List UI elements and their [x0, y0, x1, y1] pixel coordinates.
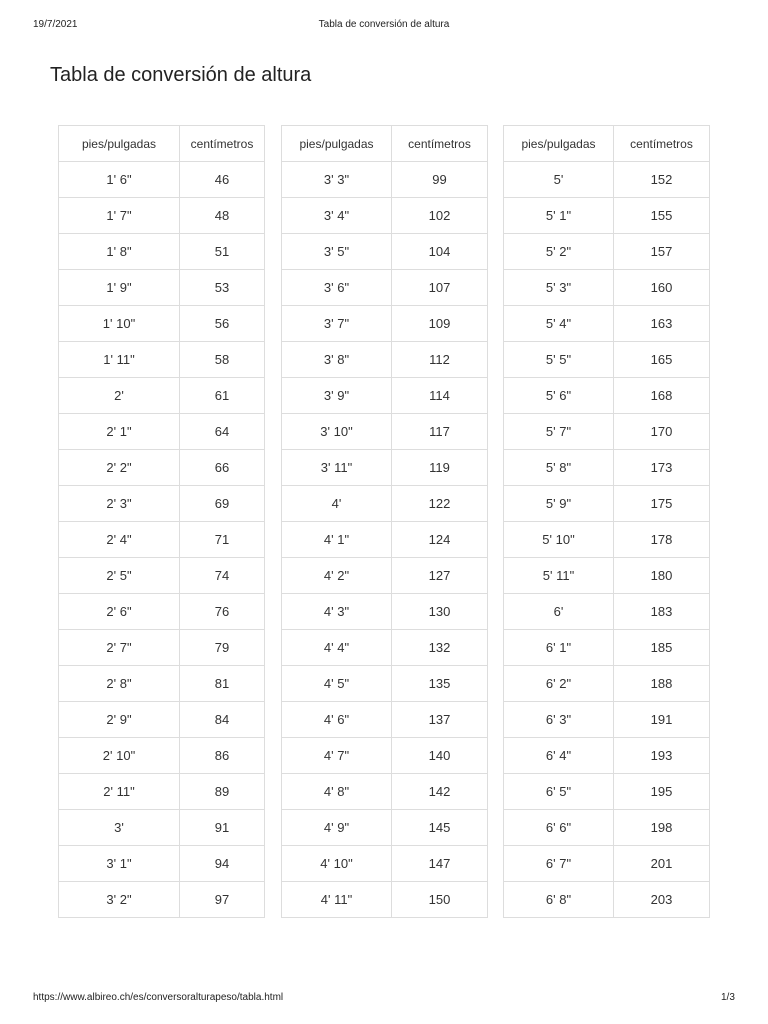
- centimeters-cell: 99: [392, 162, 488, 198]
- table-row: [504, 846, 710, 882]
- table-row: [504, 666, 710, 702]
- centimeters-cell: 76: [180, 594, 265, 630]
- centimeters-cell: 201: [614, 846, 710, 882]
- page-title: Tabla de conversión de altura: [50, 64, 312, 86]
- table-row: [282, 738, 488, 774]
- feet-inches-cell: 4' 6": [282, 702, 392, 738]
- centimeters-cell: 86: [180, 738, 265, 774]
- table-header-row: [504, 126, 710, 162]
- feet-inches-cell: 3' 8": [282, 342, 392, 378]
- feet-inches-cell: 3' 3": [282, 162, 392, 198]
- centimeters-cell: 117: [392, 414, 488, 450]
- table-row: [59, 486, 265, 522]
- centimeters-cell: 185: [614, 630, 710, 666]
- centimeters-cell: 132: [392, 630, 488, 666]
- centimeters-cell: 163: [614, 306, 710, 342]
- centimeters-cell: 79: [180, 630, 265, 666]
- feet-inches-cell: 5' 10": [504, 522, 614, 558]
- feet-inches-cell: 5' 2": [504, 234, 614, 270]
- feet-inches-cell: 2': [59, 378, 180, 414]
- centimeters-cell: 119: [392, 450, 488, 486]
- feet-inches-cell: 2' 5": [59, 558, 180, 594]
- table-row: [282, 810, 488, 846]
- table-row: [504, 630, 710, 666]
- table-row: [59, 882, 265, 918]
- table-row: [504, 882, 710, 918]
- centimeters-cell: 157: [614, 234, 710, 270]
- centimeters-cell: 130: [392, 594, 488, 630]
- table-row: [282, 450, 488, 486]
- feet-inches-cell: 2' 2": [59, 450, 180, 486]
- table-row: [282, 630, 488, 666]
- feet-inches-cell: 1' 7": [59, 198, 180, 234]
- source-url: https://www.albireo.ch/es/conversoralturapeso/tabla.html: [33, 992, 284, 1003]
- centimeters-cell: 74: [180, 558, 265, 594]
- feet-inches-cell: 4' 7": [282, 738, 392, 774]
- feet-inches-cell: 2' 8": [59, 666, 180, 702]
- column-header-cm: centímetros: [180, 126, 265, 162]
- print-doc-title: Tabla de conversión de altura: [318, 19, 450, 30]
- centimeters-cell: 48: [180, 198, 265, 234]
- print-date: 19/7/2021: [33, 19, 78, 30]
- table-row: [282, 666, 488, 702]
- centimeters-cell: 71: [180, 522, 265, 558]
- centimeters-cell: 46: [180, 162, 265, 198]
- centimeters-cell: 178: [614, 522, 710, 558]
- table-row: [59, 846, 265, 882]
- feet-inches-cell: 5' 8": [504, 450, 614, 486]
- table-header-row: [282, 126, 488, 162]
- feet-inches-cell: 4' 4": [282, 630, 392, 666]
- table-row: [282, 774, 488, 810]
- centimeters-cell: 69: [180, 486, 265, 522]
- table-row: [59, 270, 265, 306]
- feet-inches-cell: 4' 1": [282, 522, 392, 558]
- table-row: [504, 414, 710, 450]
- feet-inches-cell: 3' 2": [59, 882, 180, 918]
- feet-inches-cell: 3': [59, 810, 180, 846]
- centimeters-cell: 195: [614, 774, 710, 810]
- centimeters-cell: 112: [392, 342, 488, 378]
- table-row: [282, 702, 488, 738]
- table-row: [59, 522, 265, 558]
- feet-inches-cell: 3' 1": [59, 846, 180, 882]
- conversion-table-3: [503, 125, 710, 918]
- page-number: 1/3: [721, 992, 735, 1003]
- table-row: [504, 738, 710, 774]
- centimeters-cell: 64: [180, 414, 265, 450]
- table-row: [59, 630, 265, 666]
- table-row: [282, 414, 488, 450]
- feet-inches-cell: 5': [504, 162, 614, 198]
- table-row: [282, 594, 488, 630]
- table-row: [282, 234, 488, 270]
- centimeters-cell: 102: [392, 198, 488, 234]
- centimeters-cell: 165: [614, 342, 710, 378]
- feet-inches-cell: 6' 1": [504, 630, 614, 666]
- feet-inches-cell: 6': [504, 594, 614, 630]
- feet-inches-cell: 2' 6": [59, 594, 180, 630]
- centimeters-cell: 145: [392, 810, 488, 846]
- centimeters-cell: 155: [614, 198, 710, 234]
- feet-inches-cell: 2' 1": [59, 414, 180, 450]
- feet-inches-cell: 3' 10": [282, 414, 392, 450]
- centimeters-cell: 84: [180, 702, 265, 738]
- centimeters-cell: 127: [392, 558, 488, 594]
- centimeters-cell: 142: [392, 774, 488, 810]
- feet-inches-cell: 5' 5": [504, 342, 614, 378]
- centimeters-cell: 188: [614, 666, 710, 702]
- centimeters-cell: 94: [180, 846, 265, 882]
- centimeters-cell: 124: [392, 522, 488, 558]
- feet-inches-cell: 3' 9": [282, 378, 392, 414]
- feet-inches-cell: 5' 4": [504, 306, 614, 342]
- feet-inches-cell: 6' 8": [504, 882, 614, 918]
- feet-inches-cell: 4' 8": [282, 774, 392, 810]
- centimeters-cell: 183: [614, 594, 710, 630]
- feet-inches-cell: 6' 6": [504, 810, 614, 846]
- table-row: [504, 378, 710, 414]
- table-row: [504, 594, 710, 630]
- centimeters-cell: 198: [614, 810, 710, 846]
- table-row: [282, 486, 488, 522]
- feet-inches-cell: 4' 5": [282, 666, 392, 702]
- centimeters-cell: 193: [614, 738, 710, 774]
- table-row: [59, 774, 265, 810]
- centimeters-cell: 152: [614, 162, 710, 198]
- feet-inches-cell: 2' 7": [59, 630, 180, 666]
- centimeters-cell: 173: [614, 450, 710, 486]
- centimeters-cell: 160: [614, 270, 710, 306]
- feet-inches-cell: 2' 4": [59, 522, 180, 558]
- feet-inches-cell: 5' 3": [504, 270, 614, 306]
- centimeters-cell: 170: [614, 414, 710, 450]
- centimeters-cell: 175: [614, 486, 710, 522]
- feet-inches-cell: 2' 10": [59, 738, 180, 774]
- table-row: [59, 702, 265, 738]
- feet-inches-cell: 4' 2": [282, 558, 392, 594]
- table-row: [504, 162, 710, 198]
- table-row: [282, 342, 488, 378]
- table-row: [504, 774, 710, 810]
- centimeters-cell: 53: [180, 270, 265, 306]
- feet-inches-cell: 3' 6": [282, 270, 392, 306]
- centimeters-cell: 168: [614, 378, 710, 414]
- table-row: [59, 450, 265, 486]
- table-row: [282, 378, 488, 414]
- table-row: [282, 522, 488, 558]
- table-row: [504, 234, 710, 270]
- feet-inches-cell: 5' 11": [504, 558, 614, 594]
- table-row: [282, 270, 488, 306]
- feet-inches-cell: 3' 5": [282, 234, 392, 270]
- table-header-row: [59, 126, 265, 162]
- feet-inches-cell: 5' 1": [504, 198, 614, 234]
- centimeters-cell: 107: [392, 270, 488, 306]
- centimeters-cell: 89: [180, 774, 265, 810]
- centimeters-cell: 150: [392, 882, 488, 918]
- conversion-table-2: [281, 125, 488, 918]
- conversion-table-1: [58, 125, 265, 918]
- table-row: [282, 306, 488, 342]
- feet-inches-cell: 3' 4": [282, 198, 392, 234]
- centimeters-cell: 81: [180, 666, 265, 702]
- centimeters-cell: 147: [392, 846, 488, 882]
- feet-inches-cell: 4' 9": [282, 810, 392, 846]
- column-header-feet: pies/pulgadas: [504, 126, 614, 162]
- table-row: [59, 342, 265, 378]
- feet-inches-cell: 3' 7": [282, 306, 392, 342]
- centimeters-cell: 140: [392, 738, 488, 774]
- feet-inches-cell: 4' 3": [282, 594, 392, 630]
- feet-inches-cell: 4' 11": [282, 882, 392, 918]
- centimeters-cell: 51: [180, 234, 265, 270]
- table-row: [59, 810, 265, 846]
- feet-inches-cell: 4' 10": [282, 846, 392, 882]
- table-row: [504, 306, 710, 342]
- table-row: [59, 378, 265, 414]
- table-row: [59, 234, 265, 270]
- feet-inches-cell: 4': [282, 486, 392, 522]
- table-row: [504, 522, 710, 558]
- table-row: [282, 846, 488, 882]
- feet-inches-cell: 3' 11": [282, 450, 392, 486]
- table-row: [504, 810, 710, 846]
- feet-inches-cell: 1' 11": [59, 342, 180, 378]
- table-row: [59, 594, 265, 630]
- feet-inches-cell: 5' 9": [504, 486, 614, 522]
- table-row: [59, 666, 265, 702]
- centimeters-cell: 122: [392, 486, 488, 522]
- table-row: [282, 558, 488, 594]
- centimeters-cell: 61: [180, 378, 265, 414]
- column-header-cm: centímetros: [392, 126, 488, 162]
- table-row: [504, 702, 710, 738]
- table-row: [282, 882, 488, 918]
- table-row: [504, 270, 710, 306]
- centimeters-cell: 91: [180, 810, 265, 846]
- table-row: [504, 450, 710, 486]
- feet-inches-cell: 5' 6": [504, 378, 614, 414]
- table-row: [282, 162, 488, 198]
- table-row: [504, 198, 710, 234]
- centimeters-cell: 58: [180, 342, 265, 378]
- table-row: [59, 558, 265, 594]
- centimeters-cell: 203: [614, 882, 710, 918]
- column-header-feet: pies/pulgadas: [59, 126, 180, 162]
- feet-inches-cell: 1' 8": [59, 234, 180, 270]
- feet-inches-cell: 1' 9": [59, 270, 180, 306]
- column-header-feet: pies/pulgadas: [282, 126, 392, 162]
- feet-inches-cell: 2' 11": [59, 774, 180, 810]
- table-row: [59, 738, 265, 774]
- centimeters-cell: 114: [392, 378, 488, 414]
- table-row: [59, 414, 265, 450]
- feet-inches-cell: 1' 10": [59, 306, 180, 342]
- feet-inches-cell: 6' 3": [504, 702, 614, 738]
- centimeters-cell: 104: [392, 234, 488, 270]
- feet-inches-cell: 6' 5": [504, 774, 614, 810]
- feet-inches-cell: 6' 2": [504, 666, 614, 702]
- table-row: [504, 558, 710, 594]
- centimeters-cell: 135: [392, 666, 488, 702]
- centimeters-cell: 66: [180, 450, 265, 486]
- feet-inches-cell: 2' 9": [59, 702, 180, 738]
- table-row: [504, 342, 710, 378]
- centimeters-cell: 137: [392, 702, 488, 738]
- feet-inches-cell: 1' 6": [59, 162, 180, 198]
- table-row: [59, 162, 265, 198]
- table-row: [59, 198, 265, 234]
- centimeters-cell: 56: [180, 306, 265, 342]
- feet-inches-cell: 6' 7": [504, 846, 614, 882]
- feet-inches-cell: 6' 4": [504, 738, 614, 774]
- centimeters-cell: 109: [392, 306, 488, 342]
- column-header-cm: centímetros: [614, 126, 710, 162]
- table-row: [59, 306, 265, 342]
- feet-inches-cell: 5' 7": [504, 414, 614, 450]
- table-row: [282, 198, 488, 234]
- centimeters-cell: 191: [614, 702, 710, 738]
- feet-inches-cell: 2' 3": [59, 486, 180, 522]
- centimeters-cell: 180: [614, 558, 710, 594]
- centimeters-cell: 97: [180, 882, 265, 918]
- table-row: [504, 486, 710, 522]
